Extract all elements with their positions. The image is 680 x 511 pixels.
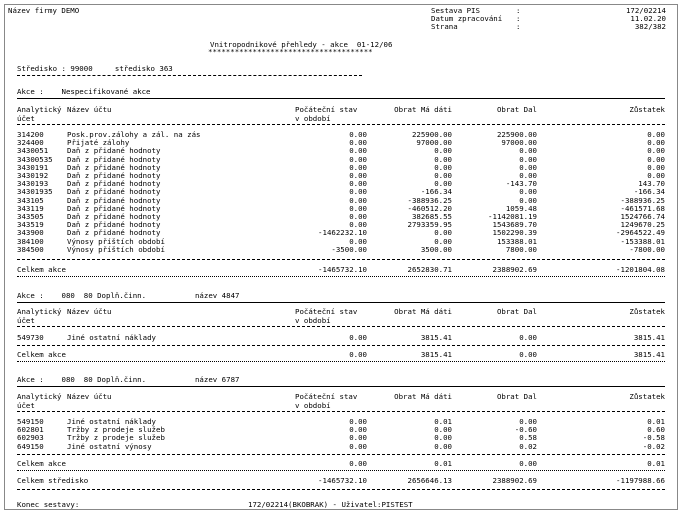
cell-balance: -153388.01 (620, 236, 665, 246)
cell-init: 0.00 (349, 187, 367, 197)
page-label: Strana (431, 22, 458, 31)
cell-debit: 0.00 (434, 441, 452, 451)
col-account2: účet (17, 114, 35, 123)
colon: : (516, 6, 521, 15)
cell-credit: 7800.00 (505, 244, 537, 254)
col-init: Počáteční stav (295, 307, 358, 316)
cell-account: 602903 (17, 433, 44, 443)
cell-init: 0.00 (349, 195, 367, 205)
cell-init: 0.00 (349, 179, 367, 189)
cell-debit: 2793359.95 (407, 220, 452, 230)
section1-akce: Akce : Nespecifikované akce (17, 87, 151, 96)
grand-total-init: -1465732.10 (318, 476, 367, 485)
cell-init: 0.00 (349, 433, 367, 443)
colon: : (516, 22, 521, 31)
cell-credit: -1142081.19 (488, 212, 537, 221)
cell-name: Daň z přidané hodnoty (67, 203, 161, 213)
header-separator (17, 411, 665, 412)
company-name: Název firmy DEMO (8, 6, 80, 15)
total-debit: 3815.41 (420, 350, 452, 359)
cell-name: Daň z přidané hodnoty (67, 212, 161, 221)
col-balance: Zůstatek (629, 392, 665, 401)
cell-credit: 1502290.39 (492, 228, 537, 238)
col-account2: účet (17, 401, 35, 410)
cell-credit: 0.58 (519, 433, 537, 443)
date-label: Datum zpracování (431, 14, 503, 23)
cell-init: 0.00 (349, 154, 367, 164)
cell-name: Jiné ostatní náklady (67, 417, 156, 426)
cell-debit: 0.00 (434, 236, 452, 246)
cell-credit: 0.00 (519, 154, 537, 164)
total-label: Celkem akce (17, 265, 66, 274)
total-debit: 0.01 (434, 459, 452, 468)
total-init: 0.00 (349, 459, 367, 468)
total-balance: 0.01 (647, 459, 665, 468)
cell-name: Jiné ostatní výnosy (67, 441, 152, 451)
colon: : (516, 14, 521, 23)
cell-balance: 0.00 (647, 146, 665, 156)
grand-total-label: Celkem středisko (17, 476, 89, 485)
cell-balance: 0.00 (647, 154, 665, 164)
col-account2: účet (17, 316, 35, 325)
header-separator (17, 326, 665, 327)
cell-init: 0.00 (349, 162, 367, 172)
total-credit: 0.00 (519, 459, 537, 468)
cell-credit: 225900.00 (496, 130, 537, 139)
col-balance: Zůstatek (629, 105, 665, 114)
cell-credit: 97000.00 (501, 138, 537, 148)
cell-balance: 3815.41 (633, 333, 665, 342)
col-init2: v období (295, 316, 331, 325)
cell-account: 314200 (17, 130, 44, 139)
cell-balance: -461571.68 (620, 203, 665, 213)
section-end-rule (17, 276, 665, 277)
cell-account: 324400 (17, 138, 44, 148)
cell-account: 602801 (17, 425, 44, 435)
header-separator (17, 124, 665, 125)
cell-init: 0.00 (349, 441, 367, 451)
cell-debit: -388936.25 (407, 195, 452, 205)
cell-name: Posk.prov.zálohy a zál. na zás (67, 130, 201, 139)
cell-init: 0.00 (349, 236, 367, 246)
cell-account: 3430193 (17, 179, 49, 189)
col-credit: Obrat Dal (496, 105, 537, 114)
cell-account: 343505 (17, 212, 44, 221)
cell-credit: 1059.48 (505, 203, 537, 213)
col-name: Název účtu (67, 307, 112, 316)
cell-name: Jiné ostatní náklady (67, 333, 156, 342)
col-name: Název účtu (67, 105, 112, 114)
cell-debit: 0.00 (434, 171, 452, 180)
cell-init: 0.00 (349, 333, 367, 342)
cell-init: 0.00 (349, 425, 367, 435)
grand-total-balance: -1197988.66 (616, 476, 665, 485)
total-debit: 2652830.71 (407, 265, 452, 274)
cell-debit: -166.34 (420, 187, 452, 197)
section-end-rule (17, 470, 665, 471)
cell-credit: 0.00 (519, 171, 537, 180)
cell-init: -1462232.10 (318, 228, 367, 238)
cell-balance: -166.34 (633, 187, 665, 197)
cell-balance: 0.01 (647, 417, 665, 426)
cell-account: 343105 (17, 195, 44, 205)
cell-init: 0.00 (349, 417, 367, 426)
col-init2: v období (295, 114, 331, 123)
cell-balance: 1249670.25 (620, 220, 665, 230)
cell-debit: 0.00 (434, 425, 452, 435)
cell-credit: 1543689.70 (492, 220, 537, 230)
cell-credit: 153388.01 (496, 236, 537, 246)
cell-balance: -0.02 (642, 441, 665, 451)
center-line: Středisko : 99000 středisko 363 (17, 64, 173, 73)
cell-debit: 97000.00 (416, 138, 452, 148)
cell-account: 384500 (17, 244, 44, 254)
cell-name: Daň z přidané hodnoty (67, 146, 161, 156)
col-debit: Obrat Má dáti (394, 105, 452, 114)
cell-init: 0.00 (349, 220, 367, 230)
cell-credit: 0.00 (519, 417, 537, 426)
cell-name: Daň z přidané hodnoty (67, 220, 161, 230)
col-account: Analytický (17, 307, 62, 316)
cell-init: -3500.00 (331, 244, 367, 254)
header-rule (17, 386, 665, 387)
cell-credit: -0.60 (514, 425, 537, 435)
cell-balance: -2964522.49 (616, 228, 665, 238)
total-credit: 2388902.69 (492, 265, 537, 274)
col-account: Analytický (17, 392, 62, 401)
grand-total-credit: 2388902.69 (492, 476, 537, 485)
cell-name: Daň z přidané hodnoty (67, 179, 161, 189)
grand-total-debit: 2656646.13 (407, 476, 452, 485)
cell-init: 0.00 (349, 130, 367, 139)
cell-credit: -143.70 (505, 179, 537, 189)
cell-account: 3430191 (17, 162, 49, 172)
cell-account: 343900 (17, 228, 44, 238)
cell-init: 0.00 (349, 203, 367, 213)
section3-akce: Akce : 080 80 Doplň.činn. název 6787 (17, 375, 240, 384)
cell-balance: -388936.25 (620, 195, 665, 205)
cell-debit: 0.00 (434, 179, 452, 189)
cell-init: 0.00 (349, 212, 367, 221)
cell-name: Daň z přidané hodnoty (67, 154, 161, 164)
col-account: Analytický (17, 105, 62, 114)
header-rule (17, 302, 665, 303)
total-separator (17, 345, 665, 346)
cell-debit: 3500.00 (420, 244, 452, 254)
cell-credit: 0.00 (519, 333, 537, 342)
cell-balance: 0.00 (647, 162, 665, 172)
total-init: 0.00 (349, 350, 367, 359)
col-init2: v období (295, 401, 331, 410)
cell-debit: 0.00 (434, 162, 452, 172)
cell-account: 34301935 (17, 187, 53, 197)
cell-account: 549730 (17, 333, 44, 342)
cell-init: 0.00 (349, 146, 367, 156)
cell-name: Přijaté zálohy (67, 138, 130, 148)
cell-debit: 382685.55 (411, 212, 452, 221)
cell-account: 3430192 (17, 171, 49, 180)
cell-init: 0.00 (349, 171, 367, 180)
cell-debit: -460512.20 (407, 203, 452, 213)
cell-balance: 0.60 (647, 425, 665, 435)
col-debit: Obrat Má dáti (394, 307, 452, 316)
cell-credit: 0.00 (519, 146, 537, 156)
cell-debit: 0.00 (434, 154, 452, 164)
total-balance: -1201804.08 (616, 265, 665, 274)
cell-name: Daň z přidané hodnoty (67, 195, 161, 205)
cell-name: Výnosy příštích období (67, 236, 165, 246)
cell-account: 343119 (17, 203, 44, 213)
cell-account: 34300535 (17, 154, 53, 164)
col-credit: Obrat Dal (496, 307, 537, 316)
total-init: -1465732.10 (318, 265, 367, 274)
title-underline: ************************************* (208, 47, 373, 56)
report-value: 172/02214 (625, 6, 666, 15)
total-separator (17, 259, 665, 260)
cell-credit: 0.00 (519, 195, 537, 205)
cell-debit: 225900.00 (411, 130, 452, 139)
report-label: Sestava PIS (431, 6, 480, 15)
cell-name: Výnosy příštích období (67, 244, 165, 254)
cell-debit: 0.01 (434, 417, 452, 426)
total-label: Celkem akce (17, 350, 66, 359)
total-balance: 3815.41 (633, 350, 665, 359)
cell-balance: -0.58 (642, 433, 665, 443)
cell-account: 343519 (17, 220, 44, 230)
cell-init: 0.00 (349, 138, 367, 148)
cell-name: Tržby z prodeje služeb (67, 433, 165, 443)
col-balance: Zůstatek (629, 307, 665, 316)
col-init: Počáteční stav (295, 105, 358, 114)
end-value: 172/02214(BKOBRAK) - Uživatel:PISTEST (248, 500, 413, 509)
total-label: Celkem akce (17, 459, 66, 468)
total-separator (17, 454, 665, 455)
cell-name: Daň z přidané hodnoty (67, 187, 161, 197)
date-value: 11.02.20 (630, 14, 666, 23)
cell-name: Daň z přidané hodnoty (67, 171, 161, 180)
section2-akce: Akce : 080 80 Doplň.činn. název 4847 (17, 291, 240, 300)
cell-name: Daň z přidané hodnoty (67, 162, 161, 172)
cell-account: 3430051 (17, 146, 49, 156)
report-title: Vnitropodnikové přehledy - akce 01-12/06 (210, 40, 393, 49)
cell-balance: 1524766.74 (620, 212, 665, 221)
cell-credit: 0.02 (519, 441, 537, 451)
cell-debit: 0.00 (434, 146, 452, 156)
cell-debit: 0.00 (434, 433, 452, 443)
col-name: Název účtu (67, 392, 112, 401)
page-value: 382/382 (634, 22, 666, 31)
col-debit: Obrat Má dáti (394, 392, 452, 401)
cell-debit: 3815.41 (420, 333, 452, 342)
center-separator (17, 75, 362, 76)
cell-balance: 0.00 (647, 138, 665, 148)
cell-balance: 143.70 (638, 179, 665, 189)
cell-balance: 0.00 (647, 130, 665, 139)
col-init: Počáteční stav (295, 392, 358, 401)
cell-account: 549150 (17, 417, 44, 426)
cell-balance: 0.00 (647, 171, 665, 180)
section-end-rule (17, 361, 665, 362)
cell-name: Tržby z prodeje služeb (67, 425, 165, 435)
cell-debit: 0.00 (434, 228, 452, 238)
end-label: Konec sestavy: (17, 500, 80, 509)
cell-credit: 0.00 (519, 187, 537, 197)
cell-account: 384100 (17, 236, 44, 246)
header-rule (17, 98, 665, 99)
col-credit: Obrat Dal (496, 392, 537, 401)
grand-total-rule (17, 489, 665, 490)
cell-credit: 0.00 (519, 162, 537, 172)
total-credit: 0.00 (519, 350, 537, 359)
cell-account: 649150 (17, 441, 44, 451)
cell-balance: -7800.00 (629, 244, 665, 254)
cell-name: Daň z přidané hodnoty (67, 228, 161, 238)
